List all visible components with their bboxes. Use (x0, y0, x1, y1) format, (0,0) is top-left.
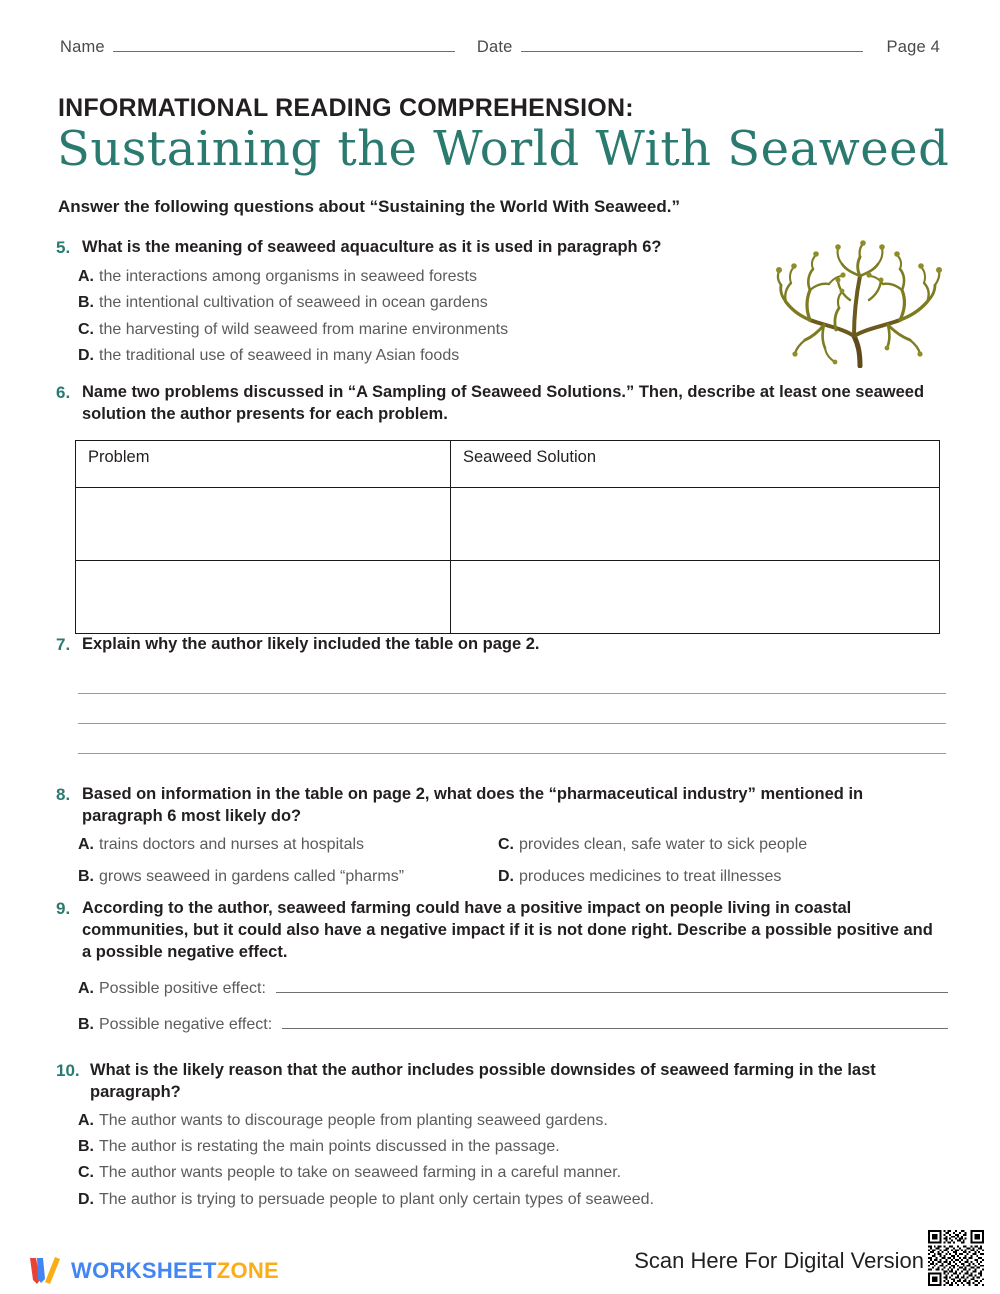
logo-zone-text: ZONE (216, 1258, 280, 1283)
question-8-number: 8. (56, 785, 71, 804)
question-8-choices (78, 835, 946, 894)
question-7-answer-line-1[interactable] (78, 693, 946, 694)
choice-10-b[interactable] (78, 1137, 946, 1157)
kicker-title: INFORMATIONAL READING COMPREHENSION: (58, 94, 634, 122)
choice-text: grows seaweed in gardens called “pharms” (99, 868, 405, 885)
choice-8-b[interactable] (78, 867, 498, 887)
choice-letter: A. (78, 1111, 94, 1129)
question-7-number: 7. (56, 635, 71, 654)
question-5-number: 5. (56, 238, 71, 257)
question-5-prompt: What is the meaning of seaweed aquaculture as it is used in paragraph 6? (82, 238, 662, 256)
question-9-prompt: According to the author, seaweed farming could have a positive impact on people living in coastal communities, but it could also have a negative impact if it is not done right. Describe a possible positive and a possible negative effect. (82, 899, 933, 961)
choice-letter: B. (78, 294, 94, 312)
choice-letter: B. (78, 868, 94, 885)
choice-text: the intentional cultivation of seaweed in ocean gardens (99, 294, 488, 312)
choice-text: The author wants to discourage people from planting seaweed gardens. (99, 1111, 608, 1129)
date-write-line[interactable] (521, 51, 863, 52)
choice-5-c[interactable] (78, 320, 946, 340)
choice-letter: D. (498, 868, 514, 885)
choice-text: The author is restating the main points discussed in the passage. (99, 1138, 560, 1155)
scan-instruction-text: Scan Here For Digital Version (634, 1248, 924, 1273)
question-9-number: 9. (56, 899, 71, 918)
choice-8-c[interactable] (498, 835, 938, 855)
question-10 (56, 1060, 946, 1216)
choice-10-c[interactable] (78, 1163, 946, 1183)
choice-5-b[interactable] (78, 293, 946, 313)
worksheet-header (60, 38, 940, 62)
choice-letter: B. (78, 1138, 94, 1155)
page-title: Sustaining the World With Seaweed (57, 121, 950, 177)
question-5-choices (78, 267, 946, 367)
choice-text: provides clean, safe water to sick people (519, 835, 808, 853)
table-cell-problem-1[interactable] (76, 488, 451, 561)
question-9-positive-effect (78, 980, 948, 998)
choice-text: produces medicines to treat illnesses (519, 868, 782, 885)
page-number: Page 4 (886, 38, 941, 56)
table-row (76, 561, 940, 634)
choice-8-a[interactable] (78, 835, 498, 855)
question-9 (56, 898, 946, 963)
positive-effect-write-line[interactable] (276, 992, 948, 993)
effect-letter: A. (78, 980, 94, 997)
choice-10-d[interactable] (78, 1190, 946, 1210)
question-7-answer-line-3[interactable] (78, 753, 946, 754)
table-cell-solution-1[interactable] (451, 488, 940, 561)
effect-letter: B. (78, 1016, 94, 1033)
logo-wordmark (71, 1258, 279, 1284)
choice-8-d[interactable] (498, 867, 938, 887)
choice-letter: D. (78, 1190, 94, 1208)
worksheet-zone-mark-icon (28, 1255, 62, 1287)
question-5 (56, 237, 946, 373)
choice-letter: A. (78, 267, 94, 285)
choice-letter: C. (498, 835, 514, 853)
choice-text: trains doctors and nurses at hospitals (99, 835, 365, 853)
table-cell-problem-2[interactable] (76, 561, 451, 634)
table-header-problem: Problem (76, 441, 451, 488)
question-7-answer-line-2[interactable] (78, 723, 946, 724)
table-cell-solution-2[interactable] (451, 561, 940, 634)
table-header-row (76, 441, 940, 488)
choice-5-d[interactable] (78, 346, 946, 366)
question-10-number: 10. (56, 1061, 80, 1080)
question-10-choices (78, 1111, 946, 1211)
choice-text: The author is trying to persuade people to plant only certain types of seaweed. (99, 1190, 655, 1208)
question-8-prompt: Based on information in the table on page 2, what does the “pharmaceutical industry” mentioned in paragraph 6 most likely do? (82, 785, 864, 825)
question-9-negative-effect (78, 1016, 948, 1034)
effect-label: Possible negative effect: (99, 1016, 273, 1033)
question-8 (56, 784, 946, 893)
choice-5-a[interactable] (78, 267, 946, 287)
effect-label: Possible positive effect: (99, 980, 266, 997)
question-6-prompt: Name two problems discussed in “A Sampling of Seaweed Solutions.” Then, describe at least one seaweed solution the author presents for each problem. (82, 383, 925, 423)
question-6 (56, 382, 946, 426)
choice-text: the traditional use of seaweed in many Asian foods (99, 347, 460, 365)
table-header-solution: Seaweed Solution (451, 441, 940, 488)
negative-effect-write-line[interactable] (282, 1028, 948, 1029)
name-label: Name (60, 38, 105, 56)
problem-solution-table (75, 440, 940, 634)
choice-text: the interactions among organisms in seaweed forests (99, 267, 477, 285)
choice-letter: D. (78, 347, 94, 365)
qr-code[interactable] (928, 1230, 984, 1286)
question-10-prompt: What is the likely reason that the author includes possible downsides of seaweed farming in the last paragraph? (90, 1061, 876, 1101)
choice-letter: C. (78, 320, 94, 338)
choice-text: The author wants people to take on seaweed farming in a careful manner. (99, 1164, 622, 1182)
choice-letter: C. (78, 1164, 94, 1182)
choice-10-a[interactable] (78, 1111, 946, 1131)
question-7-prompt: Explain why the author likely included the table on page 2. (82, 635, 540, 653)
table-row (76, 488, 940, 561)
name-write-line[interactable] (113, 51, 455, 52)
logo-worksheet-text: WORKSHEET (71, 1258, 217, 1283)
worksheet-zone-logo[interactable] (28, 1253, 279, 1289)
question-6-number: 6. (56, 383, 71, 402)
question-7 (56, 634, 946, 657)
date-label: Date (476, 38, 513, 56)
choice-text: the harvesting of wild seaweed from marine environments (99, 320, 509, 338)
choice-letter: A. (78, 835, 94, 853)
directions-text: Answer the following questions about “Sustaining the World With Seaweed.” (58, 197, 680, 216)
